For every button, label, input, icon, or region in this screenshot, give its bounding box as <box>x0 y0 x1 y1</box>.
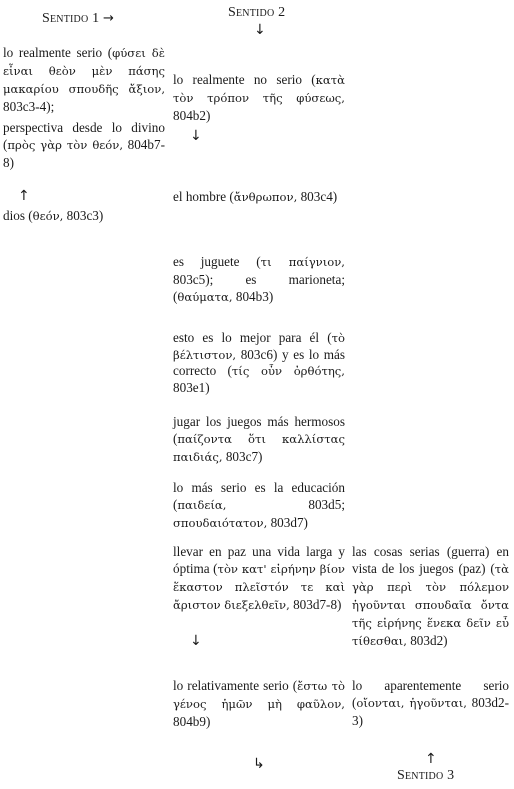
col1-dios <box>3 207 165 225</box>
header-sentido-1 <box>42 10 114 27</box>
text-es: las cosas serias (guerra) en vista de los juegos (paz) ( <box>352 544 509 576</box>
col2-educacion <box>173 479 345 532</box>
text-es: lo realmente no serio ( <box>173 72 316 87</box>
col2-el-hombre <box>173 188 345 206</box>
text-greek: ἔστω τὸ γένος ἡμῶν μὴ φαῦλον, <box>173 679 345 711</box>
text-es: el hombre ( <box>173 189 234 204</box>
text-ref: 804b7-8) <box>3 137 165 170</box>
text-greek: πρὸς γὰρ τὸν θεόν, <box>7 138 124 152</box>
text-greek: τίς οὖν ὀρθότης, <box>231 364 345 378</box>
col3-aparentemente-serio <box>352 677 509 729</box>
text-greek: θαύματα, <box>177 290 233 304</box>
text-es: perspectiva desde lo divino ( <box>3 120 165 152</box>
col3-cosas-serias-guerra <box>352 543 509 650</box>
arrow-down-icon: ↓ <box>254 22 266 38</box>
header-sentido-2: Sentido 2 <box>228 5 286 20</box>
text-es: lo realmente serio ( <box>3 45 113 60</box>
text-greek: παίζοντα ὅτι καλλίστας παιδιάς, <box>173 432 345 464</box>
col1-realmente-serio <box>3 44 165 115</box>
header-sentido-3: Sentido 3 <box>397 768 455 783</box>
text-es: lo relativamente serio ( <box>173 678 298 693</box>
text-es: llevar en paz una vida larga y óptima ( <box>173 544 345 576</box>
text-greek: τὸν κατ' εἰρήνην βίον ἕκαστον πλεῖστόν τε καὶ ἄριστον διεξελθεῖν, <box>173 562 345 612</box>
text-ref: 803d2-3) <box>352 695 509 728</box>
text-ref: 803c6) y es lo más correcto ( <box>173 346 345 378</box>
header-sentido-1-label: Sentido 1 <box>42 11 100 26</box>
text-ref: 803c4) <box>297 189 338 204</box>
col2-lo-mejor <box>173 330 345 396</box>
col2-vida-en-paz <box>173 543 345 614</box>
text-ref: 804b2) <box>173 108 211 123</box>
text-ref: 803d7-8) <box>289 597 342 612</box>
text-ref: 803d7) <box>267 515 308 530</box>
col2-es-juguete <box>173 253 345 306</box>
text-es: es juguete ( <box>173 254 261 269</box>
text-greek: οἴονται, ἡγοῦνται, <box>356 696 467 710</box>
text-es: jugar los juegos más hermosos ( <box>173 414 345 446</box>
text-es: lo aparentemente serio ( <box>352 678 509 710</box>
text-greek: φύσει δὲ εἶναι θεὸν μὲν πάσης μακαρίου σπουδῆς ἄξιον, <box>3 46 165 96</box>
col2-relativamente-serio <box>173 677 345 730</box>
col2-realmente-no-serio <box>173 71 345 124</box>
text-greek: ἄνθρωπον, <box>233 190 298 204</box>
text-ref: 804b3) <box>232 289 274 304</box>
arrow-up-icon: ↑ <box>425 751 437 767</box>
text-greek: σπουδαιότατον, <box>173 516 268 530</box>
arrow-up-icon: ↑ <box>18 188 30 204</box>
text-ref: 803c5); es marioneta; ( <box>173 272 345 304</box>
text-greek: κατὰ τὸν τρόπον τῆς φύσεως, <box>173 73 345 105</box>
arrow-right-icon: → <box>103 11 115 26</box>
col2-jugar-juegos <box>173 413 345 466</box>
text-greek: θεόν, <box>32 209 64 223</box>
text-es: esto es lo mejor para él ( <box>173 330 332 345</box>
arrow-corner-icon: ↳ <box>253 756 265 772</box>
text-ref: 803d2) <box>406 633 448 648</box>
col1-perspectiva-divino <box>3 119 165 171</box>
text-ref: 804b9) <box>173 714 211 729</box>
text-greek: τὸ βέλτιστον, <box>173 331 345 362</box>
text-ref: 803e1) <box>173 379 210 395</box>
arrow-down-icon: ↓ <box>190 633 202 649</box>
text-es: dios ( <box>3 208 33 223</box>
text-greek: παιδεία, <box>177 498 227 512</box>
text-ref: 803c3-4); <box>3 99 55 114</box>
arrow-down-icon: ↓ <box>190 128 202 144</box>
text-ref: 803d5; <box>226 497 345 512</box>
text-ref: 803c3) <box>63 208 104 223</box>
text-greek: τι παίγνιον, <box>260 255 345 269</box>
text-es: lo más serio es la educación ( <box>173 480 345 512</box>
text-ref: 803c7) <box>222 449 263 464</box>
text-greek: τὰ γὰρ περὶ τὸν πόλεμον ἡγοῦνται σπουδαῖα ὄντα τῆς εἰρήνης ἕνεκα δεῖν εὖ τίθεσθαι, <box>352 562 509 648</box>
